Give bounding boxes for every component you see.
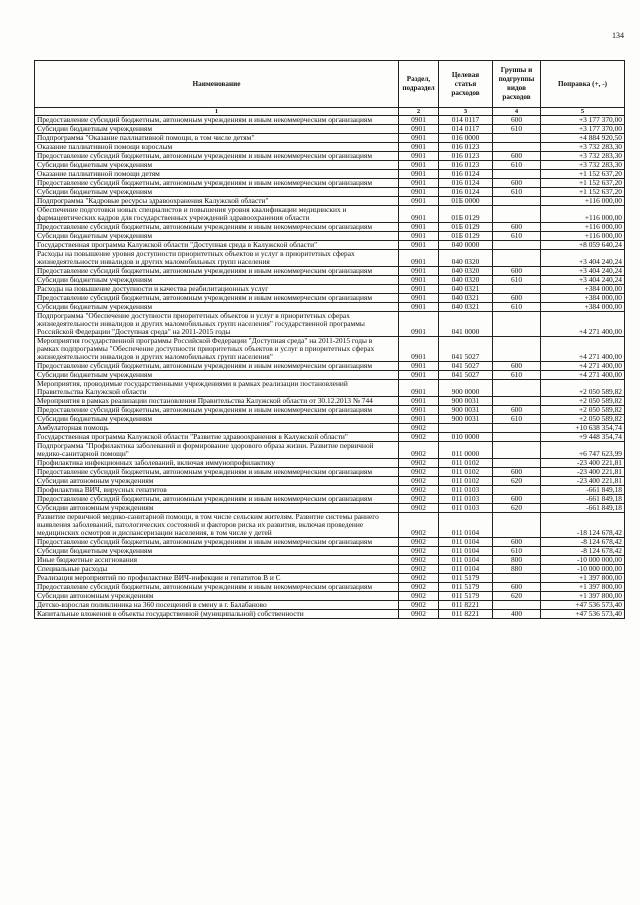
cell-section: 0901 xyxy=(399,303,439,312)
cell-name: Амбулаторная помощь xyxy=(35,424,399,433)
cell-section: 0901 xyxy=(399,143,439,152)
cell-target-article: 040 0321 xyxy=(439,285,493,294)
cell-amendment: +3 177 370,00 xyxy=(541,116,625,125)
cell-amendment: -18 124 678,42 xyxy=(541,513,625,538)
table-row xyxy=(35,285,625,294)
cell-amendment: +116 000,00 xyxy=(541,197,625,206)
cell-section: 0901 xyxy=(399,285,439,294)
cell-amendment: +8 059 640,24 xyxy=(541,241,625,250)
cell-target-article: 01Б 0000 xyxy=(439,197,493,206)
cell-section: 0902 xyxy=(399,592,439,601)
table-row xyxy=(35,232,625,241)
cell-name: Субсидии бюджетным учреждениям xyxy=(35,415,399,424)
cell-name: Субсидии бюджетным учреждениям xyxy=(35,188,399,197)
cell-name: Предоставление субсидий бюджетным, автономным учреждениям и иным некоммерческим организациям xyxy=(35,152,399,161)
cell-amendment: +4 271 400,00 xyxy=(541,371,625,380)
cell-expense-group: 600 xyxy=(493,294,541,303)
table-row xyxy=(35,152,625,161)
cell-section: 0901 xyxy=(399,206,439,223)
cell-section: 0901 xyxy=(399,188,439,197)
table-row xyxy=(35,477,625,486)
cell-expense-group: 880 xyxy=(493,565,541,574)
cell-target-article: 040 0321 xyxy=(439,294,493,303)
cell-amendment: +1 397 800,00 xyxy=(541,574,625,583)
cell-target-article: 011 0103 xyxy=(439,504,493,513)
cell-name: Субсидии бюджетным учреждениям xyxy=(35,547,399,556)
cell-target-article: 011 0102 xyxy=(439,459,493,468)
cell-name: Субсидии бюджетным учреждениям xyxy=(35,161,399,170)
cell-section: 0902 xyxy=(399,513,439,538)
cell-target-article xyxy=(439,424,493,433)
cell-expense-group xyxy=(493,285,541,294)
cell-amendment: +2 050 589,82 xyxy=(541,397,625,406)
cell-expense-group: 610 xyxy=(493,125,541,134)
cell-amendment: +3 404 240,24 xyxy=(541,267,625,276)
cell-section: 0902 xyxy=(399,495,439,504)
cell-target-article: 011 0103 xyxy=(439,495,493,504)
cell-section: 0901 xyxy=(399,170,439,179)
cell-target-article: 041 5027 xyxy=(439,337,493,362)
table-row xyxy=(35,495,625,504)
table-row xyxy=(35,250,625,267)
table-row xyxy=(35,303,625,312)
cell-amendment: +47 536 573,40 xyxy=(541,610,625,619)
cell-section: 0902 xyxy=(399,433,439,442)
cell-target-article: 016 0124 xyxy=(439,170,493,179)
cell-target-article: 01Б 0129 xyxy=(439,232,493,241)
cell-section: 0902 xyxy=(399,459,439,468)
cell-amendment: +10 638 354,74 xyxy=(541,424,625,433)
cell-target-article: 011 0103 xyxy=(439,486,493,495)
cell-section: 0901 xyxy=(399,179,439,188)
cell-expense-group: 610 xyxy=(493,371,541,380)
cell-name: Предоставление субсидий бюджетным, автономным учреждениям и иным некоммерческим организациям xyxy=(35,406,399,415)
cell-target-article: 016 0124 xyxy=(439,188,493,197)
cell-section: 0902 xyxy=(399,610,439,619)
cell-target-article: 900 0031 xyxy=(439,406,493,415)
table-row xyxy=(35,223,625,232)
cell-name: Предоставление субсидий бюджетным, автономным учреждениям и иным некоммерческим организациям xyxy=(35,223,399,232)
cell-name: Субсидии автономным учреждениям xyxy=(35,592,399,601)
cell-target-article: 011 0104 xyxy=(439,513,493,538)
cell-name: Субсидии бюджетным учреждениям xyxy=(35,276,399,285)
cell-name: Специальные расходы xyxy=(35,565,399,574)
cell-expense-group: 600 xyxy=(493,538,541,547)
cell-name: Предоставление субсидий бюджетным, автономным учреждениям и иным некоммерческим организациям xyxy=(35,583,399,592)
cell-name: Предоставление субсидий бюджетным, автономным учреждениям и иным некоммерческим организациям xyxy=(35,538,399,547)
table-row xyxy=(35,312,625,337)
cell-amendment: +6 747 623,99 xyxy=(541,442,625,459)
cell-target-article: 016 0123 xyxy=(439,152,493,161)
cell-section: 0901 xyxy=(399,397,439,406)
cell-target-article: 016 0123 xyxy=(439,143,493,152)
cell-name: Детско-взрослая поликлиника на 360 посещений в смену в г. Балабаново xyxy=(35,601,399,610)
cell-section: 0902 xyxy=(399,486,439,495)
table-row xyxy=(35,433,625,442)
cell-expense-group: 600 xyxy=(493,362,541,371)
cell-expense-group xyxy=(493,513,541,538)
cell-target-article: 011 0102 xyxy=(439,477,493,486)
cell-target-article: 011 8221 xyxy=(439,610,493,619)
cell-amendment: -661 849,18 xyxy=(541,486,625,495)
cell-expense-group: 610 xyxy=(493,415,541,424)
table-row xyxy=(35,486,625,495)
cell-name: Иные бюджетные ассигнования xyxy=(35,556,399,565)
cell-section: 0901 xyxy=(399,232,439,241)
cell-expense-group: 620 xyxy=(493,477,541,486)
cell-name: Предоставление субсидий бюджетным, автономным учреждениям и иным некоммерческим организациям xyxy=(35,468,399,477)
cell-expense-group: 600 xyxy=(493,116,541,125)
table-row xyxy=(35,538,625,547)
cell-section: 0902 xyxy=(399,442,439,459)
cell-section: 0902 xyxy=(399,477,439,486)
cell-target-article: 041 5027 xyxy=(439,362,493,371)
table-header xyxy=(35,61,625,116)
cell-expense-group: 600 xyxy=(493,583,541,592)
cell-expense-group: 600 xyxy=(493,468,541,477)
cell-target-article: 040 0320 xyxy=(439,250,493,267)
cell-name: Обеспечение подготовки новых специалистов и повышения уровня квалификации медицинских и фармацевтических кадров для государственных учреждений здравоохранения области xyxy=(35,206,399,223)
cell-expense-group: 800 xyxy=(493,556,541,565)
cell-target-article: 900 0000 xyxy=(439,380,493,397)
table-row xyxy=(35,565,625,574)
table-row xyxy=(35,267,625,276)
cell-section: 0901 xyxy=(399,415,439,424)
cell-section: 0901 xyxy=(399,380,439,397)
cell-name: Государственная программа Калужской области "Доступная среда в Калужской области" xyxy=(35,241,399,250)
table-row xyxy=(35,397,625,406)
cell-name: Государственная программа Калужской области "Развитие здравоохранения в Калужской области" xyxy=(35,433,399,442)
cell-expense-group xyxy=(493,197,541,206)
table-row xyxy=(35,134,625,143)
cell-amendment: -661 849,18 xyxy=(541,495,625,504)
cell-name: Мероприятия в рамках реализации постановления Правительства Калужской области от 30.12.2013 № 744 xyxy=(35,397,399,406)
cell-expense-group: 400 xyxy=(493,610,541,619)
column-number: 2 xyxy=(399,108,439,116)
cell-expense-group xyxy=(493,241,541,250)
cell-section: 0901 xyxy=(399,241,439,250)
cell-target-article: 01Б 0129 xyxy=(439,223,493,232)
cell-section: 0901 xyxy=(399,362,439,371)
cell-section: 0902 xyxy=(399,574,439,583)
table-row xyxy=(35,415,625,424)
cell-amendment: +116 000,00 xyxy=(541,206,625,223)
cell-amendment: +2 050 589,82 xyxy=(541,380,625,397)
cell-target-article: 011 5179 xyxy=(439,574,493,583)
table-row xyxy=(35,276,625,285)
table-row xyxy=(35,116,625,125)
cell-section: 0901 xyxy=(399,134,439,143)
cell-amendment: +1 152 637,20 xyxy=(541,188,625,197)
cell-amendment: +47 536 573,40 xyxy=(541,601,625,610)
cell-amendment: -23 400 221,81 xyxy=(541,477,625,486)
cell-expense-group: 620 xyxy=(493,504,541,513)
cell-amendment: +1 397 800,00 xyxy=(541,583,625,592)
cell-amendment: +116 000,00 xyxy=(541,232,625,241)
cell-expense-group xyxy=(493,250,541,267)
table-row xyxy=(35,468,625,477)
cell-expense-group: 600 xyxy=(493,223,541,232)
table-row xyxy=(35,406,625,415)
cell-target-article: 016 0000 xyxy=(439,134,493,143)
cell-name: Подпрограмма "Профилактика заболеваний и формирование здорового образа жизни. Развитие первичной медико-санитарной помощи" xyxy=(35,442,399,459)
cell-target-article: 040 0321 xyxy=(439,303,493,312)
cell-amendment: -661 849,18 xyxy=(541,504,625,513)
cell-name: Профилактика инфекционных заболеваний, включая иммунопрофилактику xyxy=(35,459,399,468)
cell-section: 0901 xyxy=(399,276,439,285)
table-row xyxy=(35,513,625,538)
cell-section: 0901 xyxy=(399,406,439,415)
table-row xyxy=(35,380,625,397)
cell-expense-group xyxy=(493,380,541,397)
cell-section: 0901 xyxy=(399,250,439,267)
cell-amendment: +3 732 283,30 xyxy=(541,152,625,161)
cell-name: Субсидии бюджетным учреждениям xyxy=(35,125,399,134)
cell-name: Оказание паллиативной помощи взрослым xyxy=(35,143,399,152)
cell-name: Подпрограмма "Кадровые ресурсы здравоохранения Калужской области" xyxy=(35,197,399,206)
cell-target-article: 040 0000 xyxy=(439,241,493,250)
cell-target-article: 011 0000 xyxy=(439,442,493,459)
cell-amendment: +4 271 400,00 xyxy=(541,312,625,337)
header-name: Наименование xyxy=(35,61,399,108)
cell-name: Субсидии бюджетным учреждениям xyxy=(35,371,399,380)
cell-amendment: +3 404 240,24 xyxy=(541,276,625,285)
cell-target-article: 011 5179 xyxy=(439,592,493,601)
cell-section: 0902 xyxy=(399,538,439,547)
table-row xyxy=(35,592,625,601)
cell-target-article: 041 0000 xyxy=(439,312,493,337)
cell-target-article: 014 0117 xyxy=(439,116,493,125)
table-row xyxy=(35,583,625,592)
cell-target-article: 041 5027 xyxy=(439,371,493,380)
cell-name: Капитальные вложения в объекты государственной (муниципальной) собственности xyxy=(35,610,399,619)
cell-section: 0901 xyxy=(399,161,439,170)
table-row xyxy=(35,161,625,170)
cell-name: Расходы на повышение уровня доступности приоритетных объектов и услуг в приоритетных сферах жизнедеятельности инвалидов и других маломобильных групп населения xyxy=(35,250,399,267)
cell-section: 0901 xyxy=(399,312,439,337)
cell-target-article: 010 0000 xyxy=(439,433,493,442)
cell-target-article: 016 0124 xyxy=(439,179,493,188)
cell-target-article: 014 0117 xyxy=(439,125,493,134)
cell-section: 0901 xyxy=(399,197,439,206)
cell-amendment: -8 124 678,42 xyxy=(541,538,625,547)
cell-target-article: 011 0104 xyxy=(439,556,493,565)
header-target-article: Целевая статья расходов xyxy=(439,61,493,108)
table-body xyxy=(35,116,625,619)
table-row xyxy=(35,371,625,380)
cell-section: 0901 xyxy=(399,152,439,161)
table-row xyxy=(35,294,625,303)
cell-name: Предоставление субсидий бюджетным, автономным учреждениям и иным некоммерческим организациям xyxy=(35,294,399,303)
cell-section: 0901 xyxy=(399,125,439,134)
table-row xyxy=(35,459,625,468)
cell-amendment: +4 884 920,50 xyxy=(541,134,625,143)
cell-section: 0902 xyxy=(399,601,439,610)
cell-section: 0901 xyxy=(399,337,439,362)
table-row xyxy=(35,337,625,362)
cell-expense-group xyxy=(493,206,541,223)
table-row xyxy=(35,362,625,371)
cell-name: Субсидии бюджетным учреждениям xyxy=(35,303,399,312)
table-row xyxy=(35,143,625,152)
table-row xyxy=(35,125,625,134)
cell-name: Предоставление субсидий бюджетным, автономным учреждениям и иным некоммерческим организациям xyxy=(35,362,399,371)
table-row xyxy=(35,442,625,459)
cell-target-article: 011 0104 xyxy=(439,547,493,556)
cell-name: Подпрограмма "Оказание паллиативной помощи, в том числе детям" xyxy=(35,134,399,143)
cell-target-article: 040 0320 xyxy=(439,276,493,285)
cell-target-article: 900 0031 xyxy=(439,415,493,424)
cell-section: 0902 xyxy=(399,565,439,574)
header-amendment: Поправка (+, -) xyxy=(541,61,625,108)
cell-name: Мероприятия, проводимые государственными учреждениями в рамках реализации постановлений Правительства Калужской области xyxy=(35,380,399,397)
table-row xyxy=(35,547,625,556)
cell-target-article: 011 8221 xyxy=(439,601,493,610)
cell-expense-group: 610 xyxy=(493,303,541,312)
cell-expense-group xyxy=(493,134,541,143)
cell-target-article: 01Б 0129 xyxy=(439,206,493,223)
cell-amendment: +3 732 283,30 xyxy=(541,143,625,152)
cell-expense-group xyxy=(493,424,541,433)
cell-expense-group xyxy=(493,397,541,406)
table-row xyxy=(35,504,625,513)
table-row xyxy=(35,424,625,433)
cell-section: 0902 xyxy=(399,556,439,565)
cell-expense-group: 610 xyxy=(493,232,541,241)
cell-amendment: +116 000,00 xyxy=(541,223,625,232)
cell-name: Подпрограмма "Обеспечение доступности приоритетных объектов и услуг в приоритетных сферах жизнедеятельности инвалидов и других маломобильных групп населения" государственной программы Российской Федерации "Доступная среда" на 2011-2015 годы xyxy=(35,312,399,337)
cell-amendment: -10 000 000,00 xyxy=(541,565,625,574)
cell-name: Профилактика ВИЧ, вирусных гепатитов xyxy=(35,486,399,495)
cell-expense-group: 610 xyxy=(493,547,541,556)
table-row xyxy=(35,574,625,583)
cell-target-article: 011 0102 xyxy=(439,468,493,477)
cell-name: Субсидии автономным учреждениям xyxy=(35,504,399,513)
cell-expense-group: 610 xyxy=(493,161,541,170)
cell-amendment: +384 000,00 xyxy=(541,303,625,312)
budget-amendments-table xyxy=(34,60,625,619)
cell-amendment: +9 448 354,74 xyxy=(541,433,625,442)
table-row xyxy=(35,188,625,197)
cell-expense-group: 600 xyxy=(493,267,541,276)
cell-expense-group: 600 xyxy=(493,406,541,415)
cell-name: Предоставление субсидий бюджетным, автономным учреждениям и иным некоммерческим организациям xyxy=(35,267,399,276)
cell-section: 0902 xyxy=(399,547,439,556)
table-row xyxy=(35,197,625,206)
cell-amendment: +3 404 240,24 xyxy=(541,250,625,267)
cell-expense-group xyxy=(493,574,541,583)
column-number: 3 xyxy=(439,108,493,116)
cell-expense-group: 620 xyxy=(493,592,541,601)
cell-section: 0901 xyxy=(399,267,439,276)
cell-expense-group xyxy=(493,442,541,459)
cell-target-article: 016 0123 xyxy=(439,161,493,170)
cell-section: 0902 xyxy=(399,504,439,513)
cell-amendment: +3 177 370,00 xyxy=(541,125,625,134)
cell-name: Развитие первичной медико-санитарной помощи, в том числе сельским жителям. Развитие системы раннего выявления заболеваний, патологических состояний и факторов риска их развития, включая проведение медицинских осмотров и диспансеризации населения, в том числе у детей xyxy=(35,513,399,538)
cell-amendment: -23 400 221,81 xyxy=(541,459,625,468)
table-row xyxy=(35,556,625,565)
cell-amendment: +384 000,00 xyxy=(541,294,625,303)
cell-section: 0901 xyxy=(399,116,439,125)
page-number: 134 xyxy=(612,31,624,40)
column-number: 5 xyxy=(541,108,625,116)
cell-name: Расходы на повышение доступности и качества реабилитационных услуг xyxy=(35,285,399,294)
cell-target-article: 040 0320 xyxy=(439,267,493,276)
cell-expense-group: 600 xyxy=(493,495,541,504)
cell-expense-group xyxy=(493,143,541,152)
cell-expense-group xyxy=(493,486,541,495)
cell-expense-group xyxy=(493,433,541,442)
cell-expense-group xyxy=(493,337,541,362)
cell-amendment: -10 000 000,00 xyxy=(541,556,625,565)
cell-amendment: +4 271 400,00 xyxy=(541,362,625,371)
cell-amendment: +2 050 589,82 xyxy=(541,406,625,415)
cell-name: Субсидии автономным учреждениям xyxy=(35,477,399,486)
cell-amendment: +2 050 589,82 xyxy=(541,415,625,424)
cell-target-article: 011 0104 xyxy=(439,565,493,574)
table-row xyxy=(35,206,625,223)
cell-amendment: +1 152 637,20 xyxy=(541,179,625,188)
cell-target-article: 900 0031 xyxy=(439,397,493,406)
cell-section: 0902 xyxy=(399,583,439,592)
cell-section: 0902 xyxy=(399,424,439,433)
cell-section: 0901 xyxy=(399,294,439,303)
table-row xyxy=(35,601,625,610)
column-number: 1 xyxy=(35,108,399,116)
cell-name: Оказание паллиативной помощи детям xyxy=(35,170,399,179)
cell-expense-group: 600 xyxy=(493,179,541,188)
cell-amendment: +3 732 283,30 xyxy=(541,161,625,170)
cell-expense-group xyxy=(493,601,541,610)
cell-name: Мероприятия государственной программы Российской Федерации "Доступная среда" на 2011-2015 годы в рамках подпрограммы "Обеспечение доступности приоритетных объектов и услуг в приоритетных сферах жизнедеятельности инвалидов и других маломобильных групп населения" xyxy=(35,337,399,362)
cell-section: 0901 xyxy=(399,223,439,232)
table-row xyxy=(35,610,625,619)
cell-expense-group xyxy=(493,312,541,337)
cell-name: Субсидии бюджетным учреждениям xyxy=(35,232,399,241)
cell-amendment: -23 400 221,81 xyxy=(541,468,625,477)
table-row xyxy=(35,179,625,188)
cell-amendment: -8 124 678,42 xyxy=(541,547,625,556)
cell-target-article: 011 5179 xyxy=(439,583,493,592)
cell-expense-group: 600 xyxy=(493,152,541,161)
cell-name: Реализация мероприятий по профилактике ВИЧ-инфекции и гепатитов B и C xyxy=(35,574,399,583)
table-row xyxy=(35,170,625,179)
header-expense-group: Группы и подгруппы видов расходов xyxy=(493,61,541,108)
cell-amendment: +1 397 800,00 xyxy=(541,592,625,601)
cell-section: 0902 xyxy=(399,468,439,477)
cell-expense-group: 610 xyxy=(493,276,541,285)
cell-name: Предоставление субсидий бюджетным, автономным учреждениям и иным некоммерческим организациям xyxy=(35,179,399,188)
cell-expense-group xyxy=(493,170,541,179)
cell-target-article: 011 0104 xyxy=(439,538,493,547)
cell-expense-group: 610 xyxy=(493,188,541,197)
cell-name: Предоставление субсидий бюджетным, автономным учреждениям и иным некоммерческим организациям xyxy=(35,116,399,125)
table-row xyxy=(35,241,625,250)
cell-amendment: +4 271 400,00 xyxy=(541,337,625,362)
column-number: 4 xyxy=(493,108,541,116)
cell-amendment: +1 152 637,20 xyxy=(541,170,625,179)
cell-expense-group xyxy=(493,459,541,468)
cell-amendment: +384 000,00 xyxy=(541,285,625,294)
header-section: Раздел, подраздел xyxy=(399,61,439,108)
cell-name: Предоставление субсидий бюджетным, автономным учреждениям и иным некоммерческим организациям xyxy=(35,495,399,504)
cell-section: 0901 xyxy=(399,371,439,380)
